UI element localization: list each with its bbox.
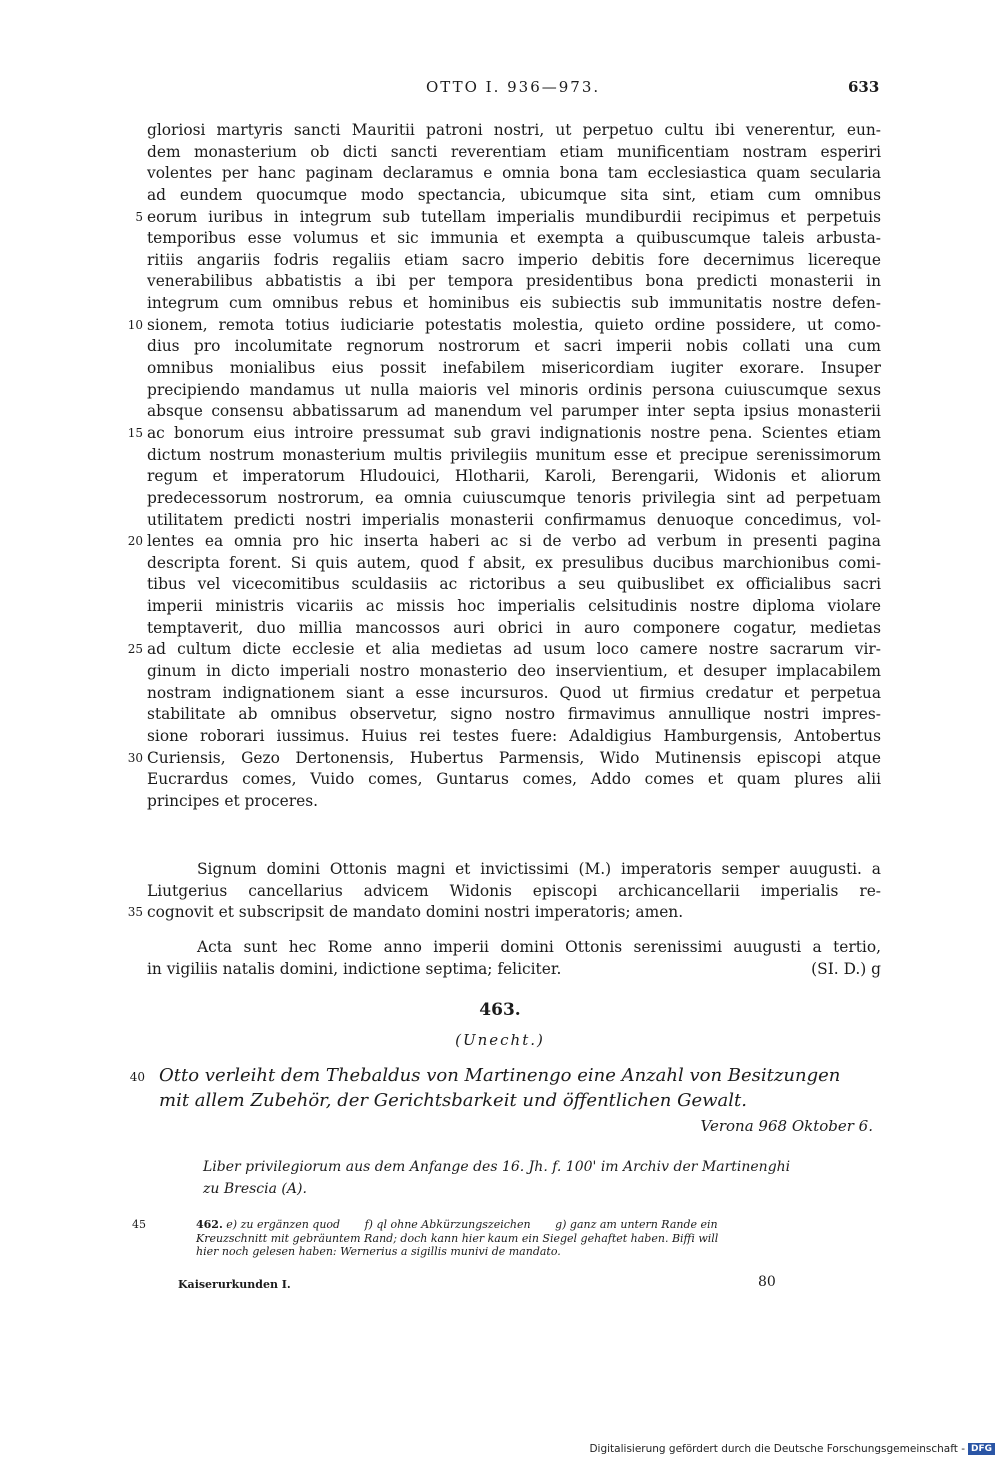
text-line (147, 488, 881, 510)
text-line (127, 748, 881, 770)
text-line (147, 445, 881, 467)
line-text: omnibus monialibus eius possit inefabilem misericordiam iugiter exorare. Insuper (147, 359, 881, 378)
text-line (127, 531, 881, 553)
text-line (147, 959, 881, 981)
line-text: ac bonorum eius introire pressumat sub gravi indignationis nostre pena. Scientes etiam (147, 423, 881, 442)
footnote-head: 462. (196, 1218, 223, 1231)
footnotes (132, 1218, 886, 1259)
text-line (147, 380, 881, 402)
text-line (147, 358, 881, 380)
text-line (147, 510, 881, 532)
document-date: Verona 968 Oktober 6. (700, 1117, 873, 1135)
line-text: principes et proceres. (147, 791, 318, 810)
source-line: zu Brescia (A). (203, 1181, 307, 1197)
line-text: sionem, remota totius iudiciarie potestatis molestia, quieto ordine possidere, ut como- (147, 315, 881, 334)
text-line (147, 142, 881, 164)
series-title: Kaiserurkunden I. (178, 1278, 291, 1291)
running-header (0, 78, 1000, 102)
signum-block (127, 859, 881, 924)
text-line (147, 250, 881, 272)
line-text: Liutgerius cancellarius advicem Widonis episcopi archicancellarii imperialis re- (147, 881, 881, 900)
line-text: descripta forent. Si quis autem, quod f absit, ex presulibus ducibus marchionibus comi- (147, 553, 881, 572)
text-line (147, 937, 881, 959)
line-text: ritiis angariis fodris regaliis etiam sacro imperio debitis fore decernimus licereque (147, 250, 881, 269)
line-text: utilitatem predicti nostri imperialis monasterii confirmamus denuoque concedimus, vol- (147, 510, 881, 529)
text-line (147, 401, 881, 423)
text-line (147, 163, 881, 185)
line-text: ad cultum dicte ecclesie et alia medietas ad usum loco camere nostre sacrarum vir- (147, 640, 881, 659)
line-number: 15 (127, 425, 143, 440)
line-number: 45 (132, 1218, 146, 1231)
footnote-line: Kreuzschnitt mit gebräuntem Rand; doch kann hier kaum ein Siegel gehaftet haben. Biffi will (196, 1231, 719, 1245)
line-text: precipiendo mandamus ut nulla maioris vel minoris ordinis persona cuiuscumque sexus (147, 380, 881, 399)
text-line (147, 336, 881, 358)
page-number: 633 (848, 78, 880, 96)
main-text-block (127, 120, 881, 813)
line-number: 10 (127, 317, 143, 332)
text-line (147, 881, 881, 903)
line-text: Signum domini Ottonis magni et invictissimi (M.) imperatoris semper auugusti. a (197, 860, 881, 878)
line-text: dius pro incolumitate regnorum nostrorum et sacri imperii nobis collati una cum (147, 337, 881, 356)
text-line (135, 207, 881, 229)
line-number: 5 (135, 209, 143, 224)
line-text: Eucrardus comes, Vuido comes, Guntarus comes, Addo comes et quam plures alii (147, 770, 881, 789)
line-text: cognovit et subscripsit de mandato domini nostri imperatoris; amen. (147, 903, 684, 922)
regest-line: Otto verleiht dem Thebaldus von Martinengo eine Anzahl von Besitzungen (159, 1065, 841, 1086)
source-line: Liber privilegiorum aus dem Anfange des 16. Jh. f. 100' im Archiv der Martinenghi (203, 1159, 791, 1175)
text-line (147, 466, 881, 488)
line-text: eorum iuribus in integrum sub tutellam imperialis mundiburdii recipimus et perpetuis (147, 207, 881, 226)
text-line (147, 271, 881, 293)
document-caption: (Unecht.) (455, 1031, 545, 1049)
line-number: 30 (127, 750, 143, 765)
dfg-logo: DFG (968, 1443, 995, 1455)
line-text: ginum in dicto imperiali nostro monasterio deo inservientium, et desuper implacabilem (147, 662, 881, 681)
line-text: absque consensu abbatissarum ad manendum vel parumper inter septa ipsius monasterii (147, 402, 881, 421)
seal-note: (SI. D.) g (811, 959, 881, 978)
text-line (147, 683, 881, 705)
text-line (147, 859, 881, 881)
line-text: predecessorum nostrorum, ea omnia cuiuscumque tenoris privilegia sint ad perpetuam (147, 488, 881, 507)
sheet-signature: 80 (758, 1274, 776, 1290)
text-line (127, 423, 881, 445)
text-line (147, 574, 881, 596)
text-line (147, 704, 881, 726)
digitization-credit (589, 1443, 995, 1455)
text-line (147, 726, 881, 748)
line-text: temptaverit, duo millia mancossos auri obrici in auro componere cogatur, medietas (147, 618, 881, 637)
text-line (147, 120, 881, 142)
line-text: tibus vel vicecomitibus sculdasiis ac rictoribus a seu quibuslibet ex officialibus sacri (147, 575, 881, 594)
regest-line: mit allem Zubehör, der Gerichtsbarkeit und öffentlichen Gewalt. (159, 1090, 747, 1111)
line-number: 35 (127, 905, 143, 920)
line-text: dem monasterium ob dicti sancti reverentiam etiam munificentiam nostram esperiri (147, 142, 881, 161)
document-number: 463. (479, 1000, 521, 1020)
footnote-line: hier noch gelesen haben: Wernerius a sigillis munivi de mandato. (196, 1245, 561, 1258)
line-number: 20 (127, 534, 143, 549)
line-text: Acta sunt hec Rome anno imperii domini Ottonis serenissimi auugusti a tertio, (197, 938, 881, 956)
credit-text: Digitalisierung gefördert durch die Deutsche Forschungsgemeinschaft - (589, 1443, 965, 1455)
line-text: lentes ea omnia pro hic inserta haberi ac si de verbo ad verbum in presenti pagina (147, 532, 881, 551)
line-text: venerabilibus abbatistis a ibi per tempora presidentibus bona predicti monasterii in (147, 272, 881, 291)
line-text: ad eundem quocumque modo spectancia, ubicumque sita sint, etiam cum omnibus (147, 185, 881, 204)
text-line (127, 315, 881, 337)
line-text: Curiensis, Gezo Dertonensis, Hubertus Parmensis, Wido Mutinensis episcopi atque (147, 748, 881, 767)
line-text: stabilitate ab omnibus observetur, signo nostro firmavimus annullique nostri impres- (147, 705, 881, 724)
line-text: nostram indignationem siant a esse incursuros. Quod ut firmius credatur et perpetua (147, 683, 881, 702)
running-title: OTTO I. 936—973. (426, 78, 601, 96)
text-line (127, 639, 881, 661)
line-text: sione roborari iussimus. Huius rei testes fuere: Adaldigius Hamburgensis, Antobertus (147, 726, 881, 745)
line-text: volentes per hanc paginam declaramus e omnia bona tam ecclesiastica quam secularia (147, 164, 881, 183)
text-line (147, 618, 881, 640)
line-text: temporibus esse volumus et sic immunia et exempta a quibuscumque taleis arbusta- (147, 229, 881, 248)
page-footer (178, 1274, 778, 1291)
source-note (203, 1156, 881, 1200)
line-text: integrum cum omnibus rebus et hominibus eis subiectis sub immunitatis nostre defen- (147, 294, 881, 313)
text-line (147, 228, 881, 250)
line-text: gloriosi martyris sancti Mauritii patroni nostri, ut perpetuo cultu ibi venerentur, eun- (147, 121, 881, 139)
footnote-line: e) zu ergänzen quod f) ql ohne Abkürzungszeichen g) ganz am untern Rande ein (226, 1218, 718, 1231)
text-line (127, 902, 881, 924)
line-text: regum et imperatorum Hludouici, Hlotharii, Karoli, Berengarii, Widonis et aliorum (147, 467, 881, 486)
line-text: imperii ministris vicariis ac missis hoc imperialis celsitudinis nostre diploma violare (147, 597, 881, 616)
text-line (147, 596, 881, 618)
line-number: 40 (129, 1070, 145, 1084)
text-line (147, 769, 881, 791)
text-line (147, 661, 881, 683)
text-line (147, 293, 881, 315)
text-line (147, 791, 881, 813)
text-line (147, 553, 881, 575)
line-text: dictum nostrum monasterium multis privilegiis munitum esse et precipue serenissimorum (147, 445, 881, 464)
line-number: 25 (127, 642, 143, 657)
text-line (147, 185, 881, 207)
regest (129, 1063, 881, 1113)
line-text: in vigiliis natalis domini, indictione septima; feliciter. (147, 959, 562, 978)
acta-block (147, 937, 881, 980)
